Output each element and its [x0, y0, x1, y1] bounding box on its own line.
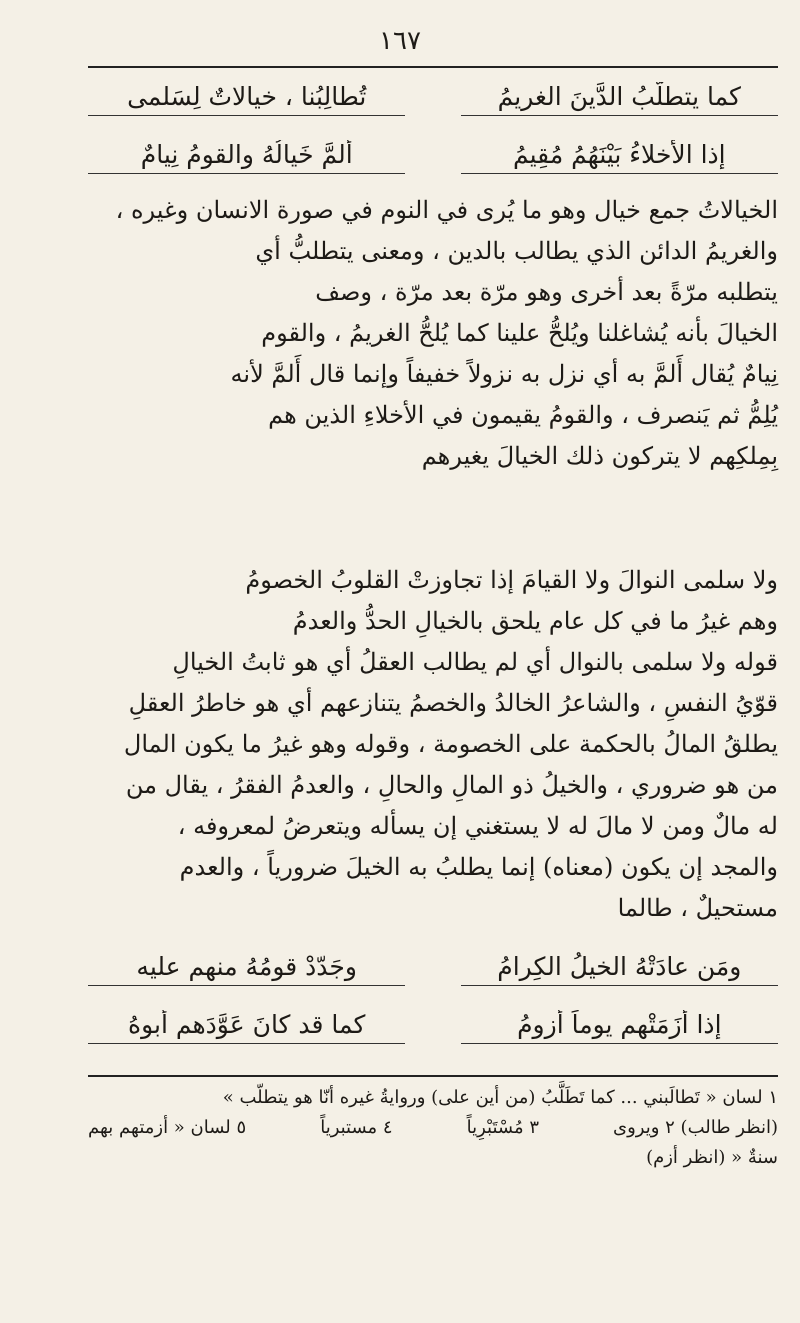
- verse-line-4: [88, 1010, 778, 1044]
- prose-line: نِيامٌ يُقال أَلمَّ به أي نزل به نزولاً خفيفاً وإنما قال أَلمَّ لأنه: [230, 360, 778, 388]
- prose-line: والغريمُ الدائن الذي يطالب بالدين ، ومعنى يتطلبُّ أي: [255, 237, 778, 265]
- prose-line: وهم غيرُ ما في كل عام يلحق بالخيالِ الحدُّ والعدمُ: [292, 607, 778, 635]
- top-rule: [88, 66, 778, 68]
- prose-line: مستحيلٌ ، طالما: [617, 894, 778, 922]
- prose-line: يطلقُ المالُ بالحكمة على الخصومة ، وقوله وهو غيرُ ما يكون المال: [123, 730, 778, 758]
- verse-1-first-hemistich: تُطالِبُنا ، خيالاتٌ لِسَلمى: [88, 82, 405, 116]
- verse-3-second-hemistich: ومَن عادَتْهُ الخيلُ الكِرامُ: [461, 952, 778, 986]
- prose-line: يُلِمُّ ثم يَنصرف ، والقومُ يقيمون في الأخلاءِ الذين هم: [268, 401, 778, 429]
- footnote-item: ١ لسان « تَطالَبني ... كما تَطَلَّبُ (من أين على) وروايةُ غيره أنّا هو يتطلّب »: [222, 1087, 778, 1108]
- page-number: ١٦٧: [379, 26, 421, 56]
- verse-1-second-hemistich: كما يتطلَّبُ الدَّينَ الغريمُ: [461, 82, 778, 116]
- verse-3-first-hemistich: وجَدّدْ قومُهُ منهم عليه: [88, 952, 405, 986]
- prose-line: ولا سلمى النوالَ ولا القيامَ إذا تجاوزتْ القلوبُ الخصومُ: [245, 566, 778, 594]
- commentary-block-2: [88, 560, 778, 929]
- footnote-rule: [88, 1075, 778, 1077]
- prose-line: من هو ضروري ، والخيلُ ذو المالِ والحالِ ، والعدمُ الفقرُ ، يقال من: [125, 771, 778, 799]
- verse-2-second-hemistich: إذا الأخلاءُ بَيْنَهُمُ مُقِيمُ: [461, 140, 778, 174]
- verse-line-2: [88, 140, 778, 174]
- prose-line: قوّيُ النفسِ ، والشاعرُ الخالدُ والخصمُ يتنازعهم أي هو خاطرُ العقلِ: [128, 689, 778, 717]
- verse-line-3: [88, 952, 778, 986]
- prose-line: له مالٌ ومن لا مالَ له لا يستغني إن يسأله ويتعرضُ لمعروفه ،: [177, 812, 778, 840]
- footnotes: [88, 1083, 778, 1173]
- verse-4-second-hemistich: إذا أَزَمَتْهم يوماً أزومُ: [461, 1010, 778, 1044]
- prose-line: الخيالَ بأنه يُشاغلنا ويُلحُّ علينا كما يُلحُّ الغريمُ ، والقوم: [261, 319, 778, 347]
- commentary-block-1: [88, 190, 778, 477]
- verse-line-1: [88, 82, 778, 116]
- prose-line: والمجد إن يكون (معناه) إنما يطلبُ به الخيلَ ضرورياً ، والعدم: [179, 853, 778, 881]
- verse-2-first-hemistich: أَلمَّ خَيالُهُ والقومُ نِيامٌ: [88, 140, 405, 174]
- footnote-item: ٤ مستبرياً: [320, 1117, 393, 1138]
- verse-4-first-hemistich: كما قد كانَ عَوَّدَهم أبوهُ: [88, 1010, 405, 1044]
- prose-line: الخيالاتُ جمع خيال وهو ما يُرى في النوم في صورة الانسان وغيره ،: [115, 196, 778, 224]
- footnote-item: (انظر طالب) ٢ ويروى: [613, 1117, 778, 1138]
- prose-line: بِمِلكِهم لا يتركون ذلك الخيالَ يغيرهم: [421, 442, 778, 470]
- footnote-item: سنةٌ « (انظر أزم): [646, 1147, 778, 1168]
- footnote-item: ٥ لسان « أزمتهم بهم: [88, 1117, 247, 1138]
- footnote-row-3: [88, 1143, 778, 1173]
- footnote-row-1: [88, 1083, 778, 1113]
- footnote-item: ٣ مُسْتَبْرِياً: [466, 1117, 539, 1138]
- footnote-row-2: [88, 1113, 778, 1143]
- prose-line: قوله ولا سلمى بالنوال أي لم يطالب العقلُ أي هو ثابتُ الخيالِ: [172, 648, 778, 676]
- prose-line: يتطلبه مرّةً بعد أخرى وهو مرّة بعد مرّة ، وصف: [315, 278, 778, 306]
